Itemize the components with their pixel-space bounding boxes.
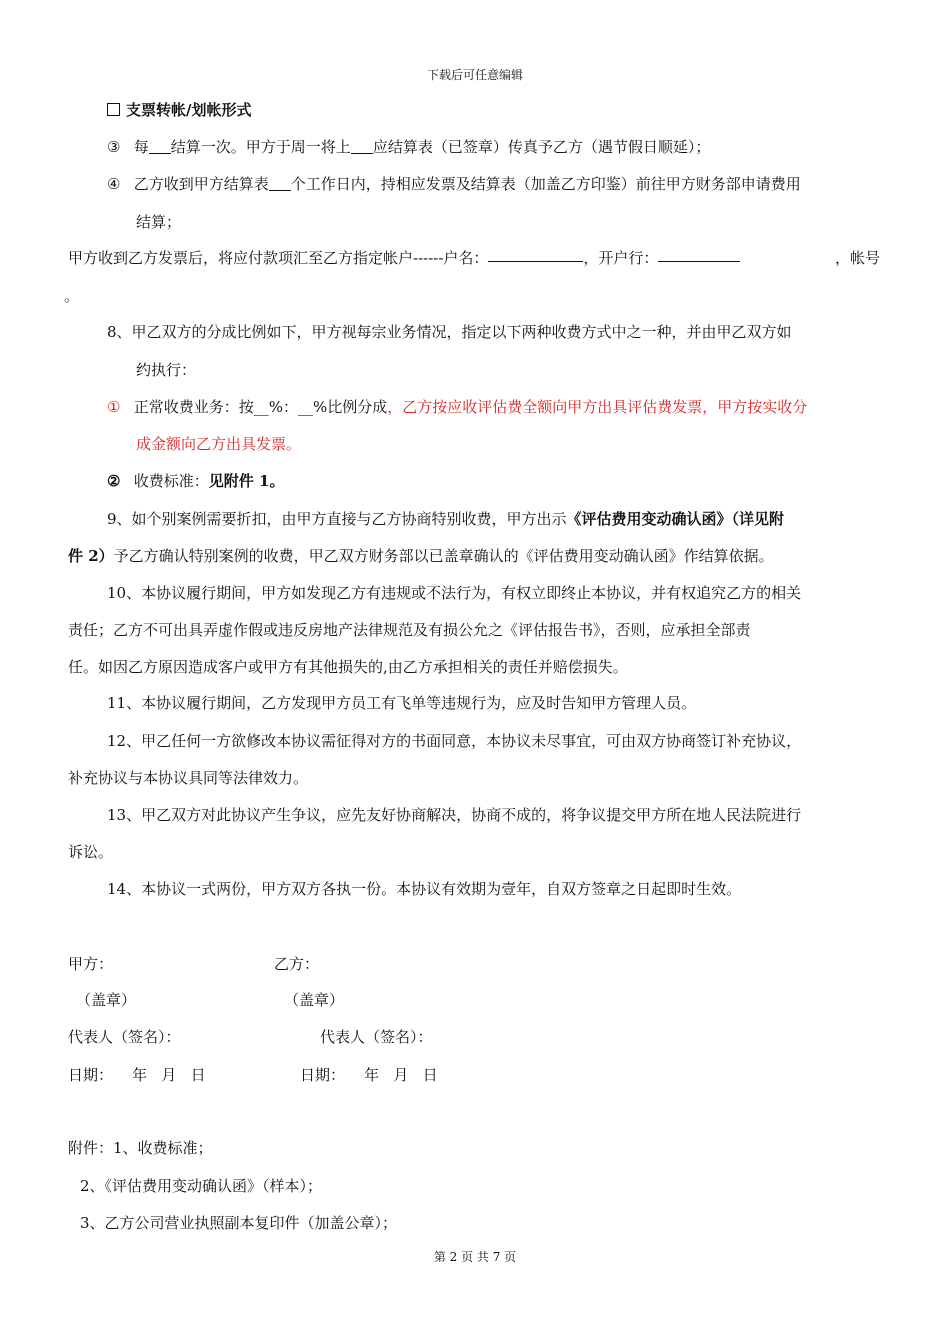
clause-text: 应结算表（已签章）传真予乙方（遇节假日顺延）； [372, 138, 711, 156]
party-b-seal: （盖章） [284, 991, 345, 1009]
clause-marker: ④ [107, 175, 121, 193]
attachment-3: 3、乙方公司营业执照副本复印件（加盖公章）； [80, 1214, 398, 1232]
attachment-2: 2、《评估费用变动确认函》（样本）； [80, 1177, 323, 1195]
payment-text: ，开户行： [583, 249, 659, 267]
clause-text: 结算一次。甲方于周一将上 [170, 138, 351, 156]
clause-14: 14、本协议一式两份，甲方双方各执一份。本协议有效期为壹年，自双方签章之日起即时生效。 [107, 880, 742, 898]
account-name-blank [488, 247, 583, 262]
clause-10-line3: 任。如因乙方原因造成客户或甲方有其他损失的,由乙方承担相关的责任并赔偿损失。 [68, 658, 628, 676]
clause-13-line1: 13、甲乙双方对此协议产生争议，应先友好协商解决，协商不成的，将争议提交甲方所在地人民法院进行 [107, 806, 802, 824]
clause-12-line1: 12、甲乙任何一方欲修改本协议需征得对方的书面同意，本协议未尽事宜，可由双方协商签订补充协议， [107, 732, 802, 750]
party-b-date: 日期： 年 月 日 [300, 1066, 438, 1084]
item-bold-text: 见附件 1。 [208, 472, 285, 490]
clause-3 [107, 136, 710, 157]
clause-8-line1: 8、甲乙双方的分成比例如下，甲方视每宗业务情况，指定以下两种收费方式中之一种，并由甲乙双方如 [107, 323, 792, 341]
clause-9-line1 [107, 508, 784, 529]
clause-text: 个工作日内，持相应发票及结算表（加盖乙方印鉴）前往甲方财务部申请费用 [290, 175, 801, 193]
payment-line2: 。 [64, 287, 80, 305]
party-b-representative: 代表人（签名）： [320, 1028, 433, 1046]
party-b-label: 乙方： [274, 955, 320, 973]
clause-bold-text: 《评估费用变动确认函》（详见附 [566, 510, 785, 528]
clause-4 [107, 173, 801, 194]
party-a-date: 日期： 年 月 日 [68, 1066, 206, 1084]
party-a-representative: 代表人（签名）： [68, 1028, 181, 1046]
item-1-line2: 成金额向乙方出具发票。 [136, 435, 302, 453]
item-red-text: ，乙方按应收评估费全额向甲方出具评估费发票，甲方按实收分 [387, 398, 808, 416]
item-2 [107, 470, 284, 491]
clause-13-line2: 诉讼。 [68, 843, 114, 861]
clause-9-line2 [68, 545, 774, 566]
clause-marker: ③ [107, 138, 121, 156]
party-a-seal: （盖章） [76, 991, 137, 1009]
checkbox-icon [107, 103, 120, 116]
payment-text: ，帐号 [834, 249, 880, 267]
page-footer: 第 2 页 共 7 页 [433, 1250, 517, 1264]
blank-field [269, 176, 291, 191]
clause-4-line2: 结算； [136, 213, 182, 231]
blank-field [351, 139, 373, 154]
page-header: 下载后可任意编辑 [426, 68, 523, 82]
clause-8-line2: 约执行： [136, 361, 197, 379]
clause-text: 予乙方确认特别案例的收费，甲乙双方财务部以已盖章确认的《评估费用变动确认函》作结算依据。 [113, 547, 774, 565]
payment-clause [68, 247, 880, 268]
item-text: 正常收费业务：按__%：__%比例分成 [133, 398, 388, 416]
item-marker: ② [107, 472, 121, 490]
clause-text: 9、如个别案例需要折扣，由甲方直接与乙方协商特别收费，甲方出示 [107, 510, 567, 528]
clause-10-line2: 责任；乙方不可出具弄虚作假或违反房地产法律规范及有损公允之《评估报告书》，否则，应承担全部责 [68, 621, 751, 639]
bank-blank [658, 247, 740, 262]
item-marker: ① [107, 398, 121, 416]
item-1 [107, 396, 807, 417]
party-a-label: 甲方： [68, 955, 114, 973]
attachment-1: 附件：1、收费标准； [68, 1139, 213, 1157]
clause-11: 11、本协议履行期间，乙方发现甲方员工有飞单等违规行为，应及时告知甲方管理人员。 [107, 694, 697, 712]
section-title: 支票转帐/划帐形式 [126, 101, 252, 119]
payment-text: 甲方收到乙方发票后，将应付款项汇至乙方指定帐户------户名： [68, 249, 489, 267]
clause-10-line1: 10、本协议履行期间，甲方如发现乙方有违规或不法行为，有权立即终止本协议，并有权追究乙方的相关 [107, 584, 802, 602]
clause-bold-text: 件 2） [68, 547, 114, 565]
item-text: 收费标准： [133, 472, 209, 490]
section-heading [107, 99, 251, 120]
clause-12-line2: 补充协议与本协议具同等法律效力。 [68, 769, 309, 787]
clause-text: 每 [133, 138, 149, 156]
blank-field [149, 139, 171, 154]
clause-text: 乙方收到甲方结算表 [133, 175, 269, 193]
